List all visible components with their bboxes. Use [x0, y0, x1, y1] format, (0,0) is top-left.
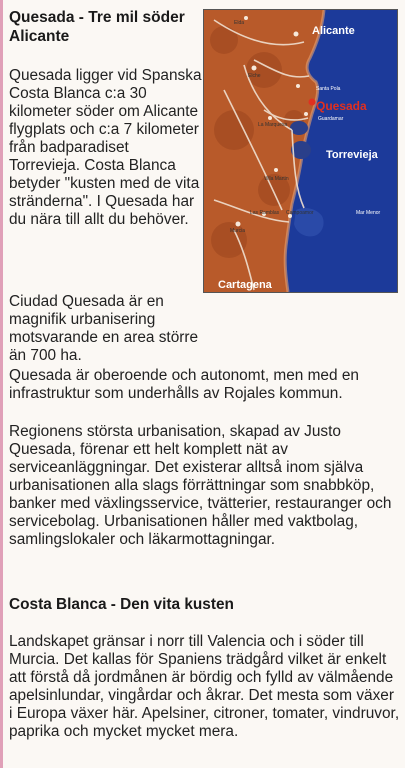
map-label-villa-martin: Villa Martin: [264, 176, 289, 182]
map-label-santa-pola: Santa Pola: [316, 86, 341, 92]
paragraph-area: Ciudad Quesada är en magnifik urbanisering motsvarande en area större än 700 ha.: [9, 293, 199, 364]
quesada-marker: [309, 99, 316, 106]
map-label-alicante: Alicante: [312, 25, 355, 37]
map-label-elche: Elche: [248, 73, 261, 79]
region-map: [203, 9, 398, 293]
map-label-cartagena: Cartagena: [218, 279, 272, 291]
left-border: [0, 0, 3, 768]
map-label-torrevieja: Torrevieja: [326, 149, 378, 161]
map-label-murcia: Murcia: [230, 228, 246, 234]
paragraph-urbanisation: Regionens största urbanisation, skapad av Justo Quesada, förenar ett helt komplett nät av serviceanläggningar. Det existerar alltså inom själva urbanisationen alla slags förrättningar som snabbköp, banker med växlingsservice, tvätterier, restauranger och servicebolag. Urbanisationen håller med vaktbolag, samlingslokaler och läkarmottagningar.: [9, 423, 392, 548]
map-label-las-ramblas: Las Ramblas: [250, 210, 280, 216]
map-label-elda: Elda: [234, 20, 245, 26]
map-label-campoamor: Campoamor: [286, 210, 314, 216]
paragraph-landscape: Landskapet gränsar i norr till Valencia och i söder till Murcia. Det kallas för Spaniens trädgård vilket är enkelt att förstå då jordmånen är bördig och fylld av välmående apelsinlundar, vingårdar och åkrar. Det mesta som växer i Europa växer här. Apelsiner, citroner, tomater, vindruvor, paprika och mycket mycket mera.: [9, 633, 400, 740]
section-heading-costa-blanca: Costa Blanca - Den vita kusten: [9, 596, 234, 613]
map-label-quesada: Quesada: [316, 99, 367, 113]
map-label-mar-menor: Mar Menor: [356, 210, 381, 216]
map-label-la-marquesa: La Marquesa: [258, 122, 288, 128]
map-label-guardamar: Guardamar: [318, 116, 344, 122]
page-title: Quesada - Tre mil söder Alicante: [9, 9, 185, 45]
map-graphic: [204, 10, 397, 292]
intro-paragraph: Quesada ligger vid Spanska Costa Blanca c:a 30 kilometer söder om Alicante flygplats och c:a 7 kilometer från badparadiset Torrevieja. Costa Blanca betyder "kusten med de vita stränderna". I Quesada har du nära till allt du behöver.: [9, 67, 202, 228]
paragraph-autonomy: Quesada är oberoende och autonomt, men med en infrastruktur som underhålls av Rojales kommun.: [9, 367, 359, 402]
